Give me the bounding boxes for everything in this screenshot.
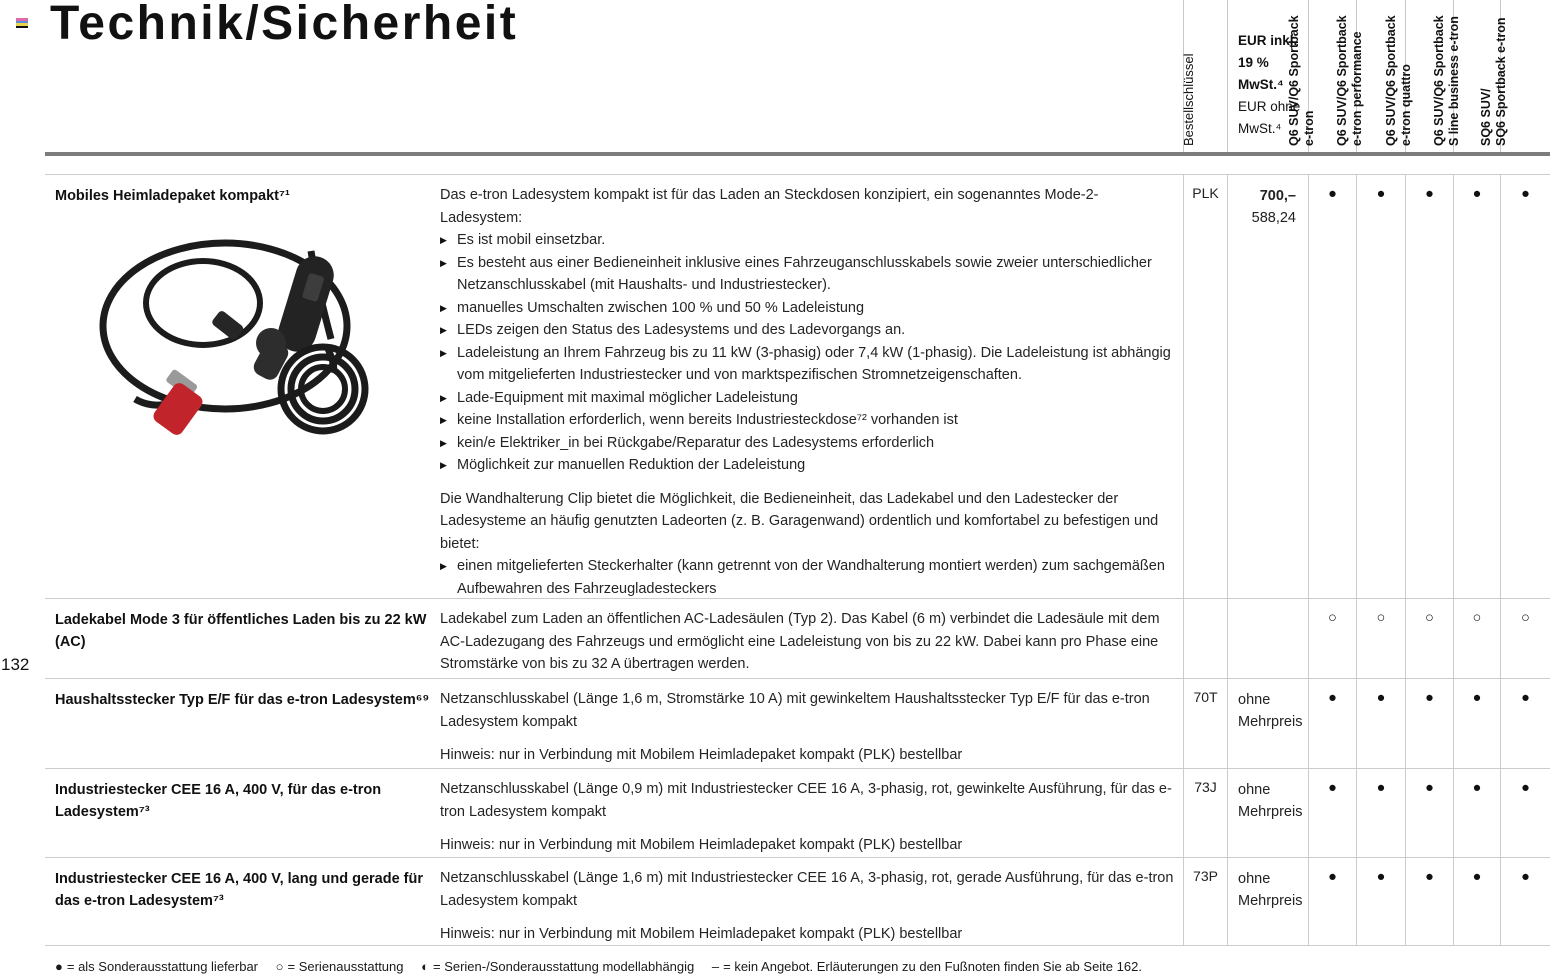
color-registration-mark [16, 18, 28, 29]
order-code: 70T [1183, 679, 1227, 768]
availability-q6-etron-quattro: ● [1405, 679, 1453, 768]
availability-sq6: ● [1500, 679, 1550, 768]
legend-footer [55, 959, 1156, 974]
availability-q6-etron: ○ [1308, 599, 1356, 678]
availability-sq6: ○ [1500, 599, 1550, 678]
description-text: Netzanschlusskabel (Länge 1,6 m) mit Industriestecker CEE 16 A, 3-phasig, rot, gerade Ausführung, für das e-tron Ladesystem kompakt [440, 870, 1174, 909]
price-header-line: MwSt.⁴ [1238, 121, 1282, 136]
availability-q6-etron-quattro: ● [1405, 175, 1453, 598]
header-divider-rule [45, 152, 1550, 156]
order-code-header-label: Bestellschlüssel [1181, 53, 1196, 146]
price-net: Mehrpreis [1238, 893, 1303, 909]
feature-bullet-list [440, 229, 1175, 477]
row-description [440, 184, 1175, 598]
product-photo-charging-system [75, 221, 440, 446]
filled-dot-icon: ● [55, 959, 63, 974]
price-net: 588,24 [1251, 210, 1296, 226]
bullet-text: keine Installation erforderlich, wenn bereits Industriesteckdose⁷² vorhanden ist [457, 412, 958, 428]
open-circle-icon: ○ [275, 959, 284, 974]
table-row-industriestecker-lang [45, 857, 1550, 945]
availability-q6-etron: ● [1308, 858, 1356, 945]
availability-q6-etron-quattro: ● [1405, 858, 1453, 945]
description-text: Netzanschlusskabel (Länge 0,9 m) mit Industriestecker CEE 16 A, 3-phasig, rot, gewinkelte Ausführung, für das e-tron Ladesystem kompakt [440, 781, 1172, 820]
availability-q6-s-line-business: ○ [1453, 599, 1500, 678]
legend-item [55, 959, 258, 974]
price-cell [1227, 599, 1308, 678]
bullet-triangle-icon: ▶ [440, 302, 447, 313]
bullet-text: Möglichkeit zur manuellen Reduktion der Ladeleistung [457, 457, 806, 473]
model-name-line: SQ6 SUV/ [1479, 88, 1493, 146]
bullet-item [440, 432, 1175, 455]
bullet-triangle-icon: ▶ [440, 392, 447, 403]
row-label: Industriestecker CEE 16 A, 400 V, lang und gerade für das e-tron Ladesystem⁷³ [55, 871, 424, 909]
table-row-industriestecker [45, 768, 1550, 857]
row-label: Haushaltsstecker Typ E/F für das e-tron Ladesystem⁶⁹ [55, 692, 430, 708]
bullet-triangle-icon: ▶ [440, 460, 447, 470]
legend-item [712, 959, 1142, 974]
availability-q6-s-line-business: ● [1453, 769, 1500, 857]
legend-text: = Serien-/Sonderausstattung modellabhängig [432, 959, 695, 974]
price-cell [1227, 679, 1308, 768]
bullet-triangle-icon: ▶ [440, 325, 447, 335]
price-header-line: 19 % MwSt.⁴ [1238, 55, 1284, 92]
bullet-text: Es besteht aus einer Bedieneinheit inklusive eines Fahrzeuganschlusskabels sowie zweier unterschiedlicher Netzanschlusskabel (mit Haushalts- und Industriestecker). [457, 254, 1152, 293]
model-name-line: e-tron [1302, 110, 1316, 146]
description-text: Netzanschlusskabel (Länge 1,6 m, Stromstärke 10 A) mit gewinkeltem Haushaltsstecker Typ E/F für das e-tron Ladesystem kompakt [440, 691, 1150, 730]
bullet-text: Lade-Equipment mit maximal möglicher Ladeleistung [457, 389, 798, 406]
page-number: 132 [1, 655, 30, 674]
price-cell [1227, 175, 1308, 598]
model-name-line: Q6 SUV/Q6 Sportback [1335, 15, 1349, 146]
legend-text: = Serienausstattung [287, 959, 404, 974]
bullet-item [440, 555, 1175, 598]
price-gross: ohne [1238, 871, 1271, 887]
feature-bullet-list [440, 555, 1175, 598]
price-gross: ohne [1238, 782, 1271, 798]
row-label: Industriestecker CEE 16 A, 400 V, für das e-tron Ladesystem⁷³ [55, 782, 382, 820]
bullet-item [440, 454, 1175, 477]
bullet-text: kein/e Elektriker_in bei Rückgabe/Reparatur des Ladesystems erforderlich [457, 434, 935, 451]
price-cell [1227, 769, 1308, 857]
availability-q6-etron-performance: ● [1356, 175, 1405, 598]
cee-plug-red [151, 380, 206, 437]
bullet-item [440, 387, 1175, 410]
bullet-text: LEDs zeigen den Status des Ladesystems und des Ladevorgangs an. [457, 322, 906, 338]
bullet-triangle-icon: ▶ [440, 415, 447, 425]
model-name-line: S line business e-tron [1447, 16, 1461, 146]
description-paragraph: Die Wandhalterung Clip bietet die Möglichkeit, die Bedieneinheit, das Ladekabel und den Ladestecker der Ladesysteme an häufig genutzten Ladeorten (z. B. Garagenwand) ordentlich und komfortabel zu befestigen und bietet: [440, 490, 1159, 552]
table-row-heimladepaket [45, 174, 1550, 598]
bullet-text: Ladeleistung an Ihrem Fahrzeug bis zu 11 kW (3-phasig) oder 7,4 kW (1-phasig). Die Ladeleistung ist abhängig vom mitgelieferten Industriestecker und von marktspezifischen Stromnetzeigenschaften. [457, 344, 1171, 383]
legend-text: = kein Angebot. Erläuterungen zu den Fußnoten finden Sie ab Seite 162. [723, 959, 1142, 974]
bullet-item [440, 229, 1175, 252]
availability-q6-s-line-business: ● [1453, 175, 1500, 598]
row-label: Mobiles Heimladepaket kompakt⁷¹ [55, 188, 290, 204]
order-code: 73P [1183, 858, 1227, 945]
row-label: Ladekabel Mode 3 für öffentliches Laden bis zu 22 kW (AC) [55, 612, 427, 650]
bullet-text: Es ist mobil einsetzbar. [457, 232, 606, 248]
model-name-line: Q6 SUV/Q6 Sportback [1384, 15, 1398, 146]
dash-icon: – [711, 959, 720, 974]
bullet-triangle-icon: ▶ [440, 235, 447, 245]
model-name-line: SQ6 Sportback e-tron [1494, 17, 1508, 146]
availability-q6-etron: ● [1308, 175, 1356, 598]
row-description [440, 688, 1175, 767]
availability-q6-etron-quattro: ○ [1405, 599, 1453, 678]
availability-q6-s-line-business: ● [1453, 858, 1500, 945]
availability-q6-etron-quattro: ● [1405, 769, 1453, 857]
reg-stripe-black [16, 26, 28, 29]
bullet-triangle-icon: ▶ [440, 437, 447, 448]
availability-q6-etron: ● [1308, 679, 1356, 768]
availability-q6-etron-performance: ○ [1356, 599, 1405, 678]
order-code: PLK [1183, 175, 1227, 598]
price-cell [1227, 858, 1308, 945]
price-net: Mehrpreis [1238, 714, 1303, 730]
price-gross: 700,– [1259, 188, 1296, 204]
page-title: Technik/Sicherheit [50, 0, 519, 50]
row-description [440, 867, 1175, 945]
price-header-line: EUR ohne [1238, 99, 1301, 114]
bullet-triangle-icon: ▶ [440, 347, 447, 358]
model-name-line: Q6 SUV/Q6 Sportback [1287, 15, 1301, 146]
bullet-triangle-icon: ▶ [440, 257, 447, 268]
bullet-triangle-icon: ▶ [440, 561, 447, 571]
order-code [1183, 599, 1227, 678]
availability-sq6: ● [1500, 769, 1550, 857]
description-note: Hinweis: nur in Verbindung mit Mobilem Heimladepaket kompakt (PLK) bestellbar [440, 747, 963, 763]
header-order-code-column [1183, 0, 1227, 152]
availability-q6-etron-performance: ● [1356, 679, 1405, 768]
table-bottom-border [45, 945, 1550, 946]
availability-sq6: ● [1500, 858, 1550, 945]
model-name-line: e-tron performance [1350, 31, 1364, 146]
availability-q6-etron: ● [1308, 769, 1356, 857]
bullet-text: einen mitgelieferten Steckerhalter (kann getrennt von der Wandhalterung montiert werden) zum sachgemäßen Aufbewahren des Fahrzeugladesteckers [457, 558, 1165, 597]
half-filled-circle-icon: ◐ [421, 959, 429, 974]
legend-item [421, 959, 694, 974]
price-header-line: EUR inkl. [1238, 33, 1298, 48]
availability-q6-etron-performance: ● [1356, 769, 1405, 857]
bullet-item [440, 252, 1175, 297]
bullet-item [440, 297, 1175, 320]
availability-q6-etron-performance: ● [1356, 858, 1405, 945]
bullet-item [440, 409, 1175, 432]
legend-text: = als Sonderausstattung lieferbar [66, 959, 259, 974]
bullet-item [440, 342, 1175, 387]
legend-item [276, 959, 404, 974]
order-code: 73J [1183, 769, 1227, 857]
description-intro: Das e-tron Ladesystem kompakt ist für das Laden an Steckdosen konzipiert, ein sogenanntes Mode-2-Ladesystem: [440, 187, 1099, 226]
availability-sq6: ● [1500, 175, 1550, 598]
model-name-line: Q6 SUV/Q6 Sportback [1432, 15, 1446, 146]
availability-q6-s-line-business: ● [1453, 679, 1500, 768]
table-row-ladekabel-mode3 [45, 598, 1550, 678]
bullet-text: manuelles Umschalten zwischen 100 % und 50 % Ladeleistung [457, 299, 865, 316]
row-description: Ladekabel zum Laden an öffentlichen AC-Ladesäulen (Typ 2). Das Kabel (6 m) verbindet die Ladesäule mit dem AC-Ladezugang des Fahrzeugs und ermöglicht eine Ladeleistung von bis zu 22 kW. Dabei kann pro Phase eine Stromstärke von bis zu 32 A übertragen werden. [440, 611, 1160, 672]
description-note: Hinweis: nur in Verbindung mit Mobilem Heimladepaket kompakt (PLK) bestellbar [440, 926, 963, 942]
row-description [440, 778, 1175, 857]
table-row-haushaltsstecker [45, 678, 1550, 768]
price-gross: ohne [1238, 692, 1271, 708]
description-note: Hinweis: nur in Verbindung mit Mobilem Heimladepaket kompakt (PLK) bestellbar [440, 837, 963, 853]
header-model-sq6 [1479, 0, 1550, 152]
price-net: Mehrpreis [1238, 804, 1303, 820]
bullet-item [440, 319, 1175, 342]
model-name-line: e-tron quattro [1399, 64, 1413, 146]
